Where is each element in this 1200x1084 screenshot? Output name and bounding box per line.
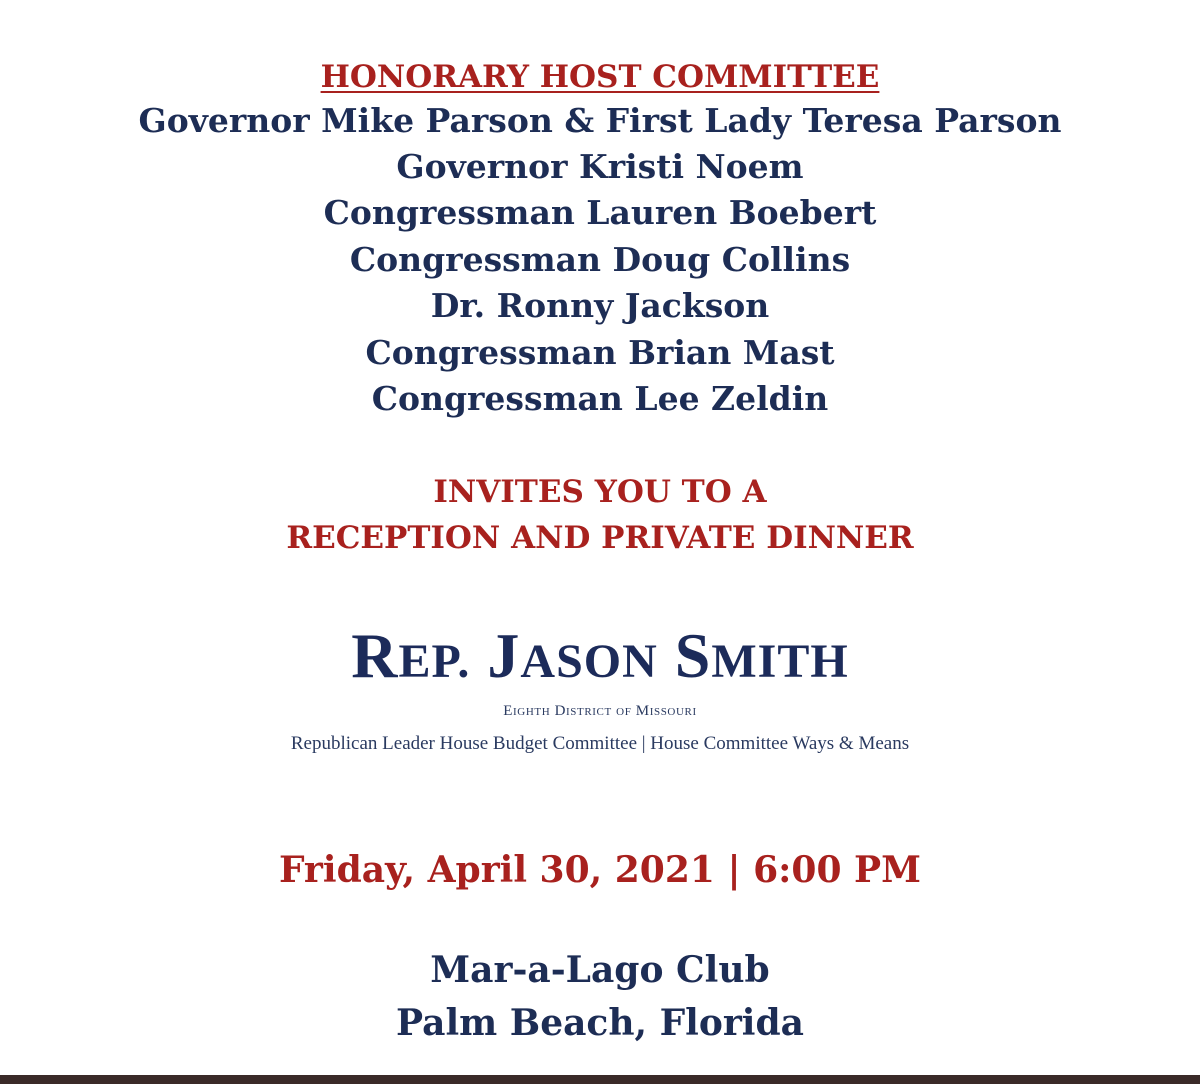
honoree-name bbox=[0, 618, 1200, 700]
committee-title: HONORARY HOST COMMITTEE bbox=[320, 59, 880, 95]
district-rest: ISSOURI bbox=[649, 706, 697, 718]
bottom-border bbox=[0, 1075, 1200, 1084]
honoree-district bbox=[0, 702, 1200, 721]
committee-member: Governor Mike Parson & First Lady Teresa Parson bbox=[138, 101, 1062, 140]
honoree-name-rest: ASON bbox=[520, 635, 658, 688]
event-venue: Mar-a-Lago Club bbox=[430, 949, 770, 991]
honoree-name-initial: J bbox=[487, 620, 521, 691]
district-rest: ISTRICT bbox=[566, 706, 612, 718]
honoree-name-initial: S bbox=[674, 620, 712, 691]
event-date-time: Friday, April 30, 2021 | 6:00 PM bbox=[279, 849, 921, 891]
district-rest: IGHTH bbox=[513, 706, 551, 718]
honoree-name-initial: R bbox=[351, 620, 399, 691]
district-rest: OF bbox=[616, 706, 632, 718]
committee-member: Congressman Brian Mast bbox=[365, 333, 835, 372]
district-initial: D bbox=[554, 703, 567, 719]
committee-member: Dr. Ronny Jackson bbox=[430, 286, 770, 325]
committee-member: Congressman Doug Collins bbox=[349, 240, 851, 279]
honoree-name-rest: MITH bbox=[711, 635, 849, 688]
event-location: Palm Beach, Florida bbox=[396, 1002, 804, 1044]
invitation-line-2: RECEPTION AND PRIVATE DINNER bbox=[286, 520, 914, 556]
invitation-line-1: INVITES YOU TO A bbox=[433, 474, 767, 510]
district-initial: E bbox=[503, 703, 514, 719]
district-initial: M bbox=[635, 703, 650, 719]
committee-member: Congressman Lauren Boebert bbox=[323, 193, 877, 232]
committee-member: Governor Kristi Noem bbox=[396, 147, 804, 186]
honoree-name-rest: EP. bbox=[398, 635, 471, 688]
committee-member: Congressman Lee Zeldin bbox=[371, 379, 829, 418]
honoree-leadership: Republican Leader House Budget Committee | House Committee Ways & Means bbox=[290, 733, 910, 754]
